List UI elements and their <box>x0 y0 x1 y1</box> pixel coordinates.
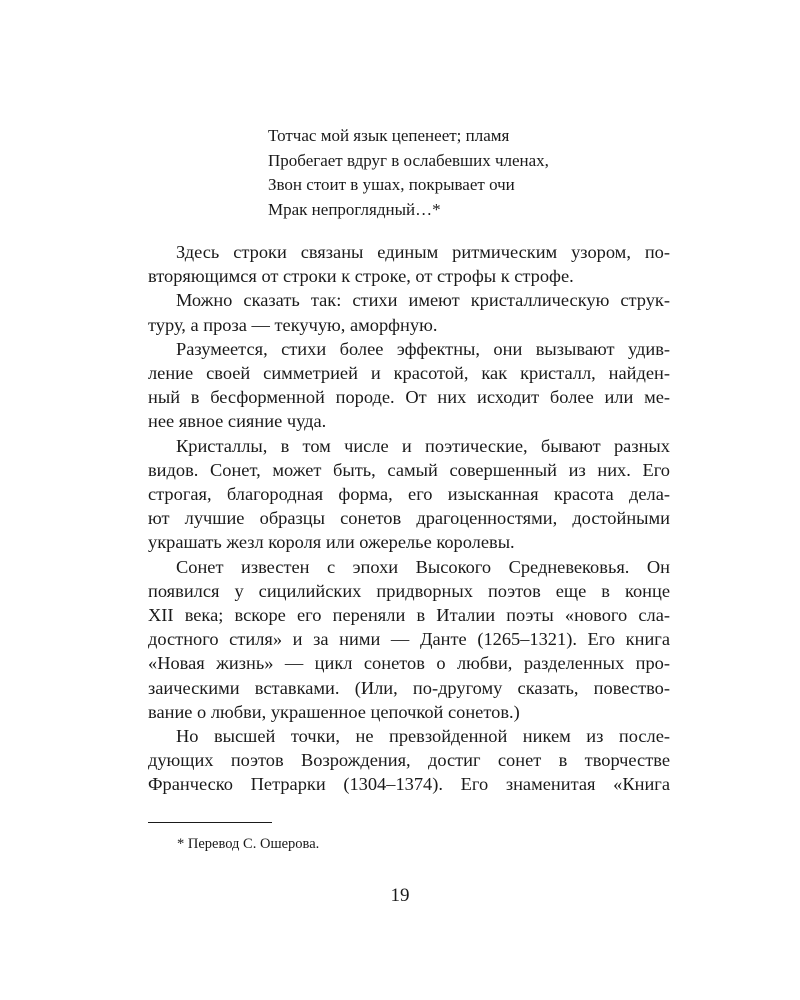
text-line: Разумеется, стихи более эффектны, они вызывают удив- <box>176 338 670 359</box>
page-number: 19 <box>390 885 410 906</box>
text-line: вание о любви, украшенное цепочкой сонетов.) <box>148 701 520 722</box>
paragraph <box>148 337 670 434</box>
text-line: Но высшей точки, не превзойденной никем из после- <box>176 726 670 747</box>
verse-quote <box>268 124 688 222</box>
text-line: достного стиля» и за ними — Данте (1265–1321). Его книга <box>148 629 670 650</box>
paragraph <box>148 555 670 724</box>
verse-line: Пробегает вдруг в ослабевших членах, <box>268 150 549 170</box>
text-line: «Новая жизнь» — цикл сонетов о любви, разделенных про- <box>148 653 670 674</box>
paragraph <box>148 724 670 797</box>
text-line: Франческо Петрарки (1304–1374). Его знаменитая «Книга <box>148 774 670 795</box>
text-line: строгая, благородная форма, его изысканная красота дела- <box>148 484 670 505</box>
paragraph <box>148 434 670 555</box>
text-line: дующих поэтов Возрождения, достиг сонет в творчестве <box>148 750 670 771</box>
verse-line: Мрак непроглядный…* <box>268 199 441 219</box>
text-line: ление своей симметрией и красотой, как кристалл, найден- <box>148 363 670 384</box>
text-line: Кристаллы, в том числе и поэтические, бывают разных <box>176 435 670 456</box>
text-line: ют лучшие образцы сонетов драгоценностями, достойными <box>148 508 670 529</box>
footnote: * Перевод С. Ошерова. <box>177 836 320 852</box>
text-line: XII века; вскоре его переняли в Италии поэты «нового сла- <box>148 605 670 626</box>
footnote-divider <box>148 822 272 823</box>
text-line: появился у сицилийских придворных поэтов еще в конце <box>148 580 670 601</box>
verse-line: Тотчас мой язык цепенеет; пламя <box>268 126 510 145</box>
text-line: ный в бесформенной породе. От них исходит более или ме- <box>148 387 670 408</box>
paragraph <box>148 288 670 336</box>
text-line: вторяющимся от строки к строке, от строфы к строфе. <box>148 266 574 287</box>
text-line: нее явное сияние чуда. <box>148 411 327 432</box>
text-line: Сонет известен с эпохи Высокого Средневековья. Он <box>176 556 670 577</box>
paragraph <box>148 240 670 288</box>
text-line: Можно сказать так: стихи имеют кристаллическую струк- <box>176 290 670 311</box>
text-line: Здесь строки связаны единым ритмическим узором, по- <box>176 242 670 262</box>
text-line: видов. Сонет, может быть, самый совершенный из них. Его <box>148 459 670 480</box>
body-text <box>148 240 670 797</box>
text-line: заическими вставками. (Или, по-другому сказать, повество- <box>148 677 670 698</box>
text-line: туру, а проза — текучую, аморфную. <box>148 314 438 335</box>
text-line: украшать жезл короля или ожерелье королевы. <box>148 532 515 553</box>
verse-line: Звон стоит в ушах, покрывает очи <box>268 175 515 194</box>
